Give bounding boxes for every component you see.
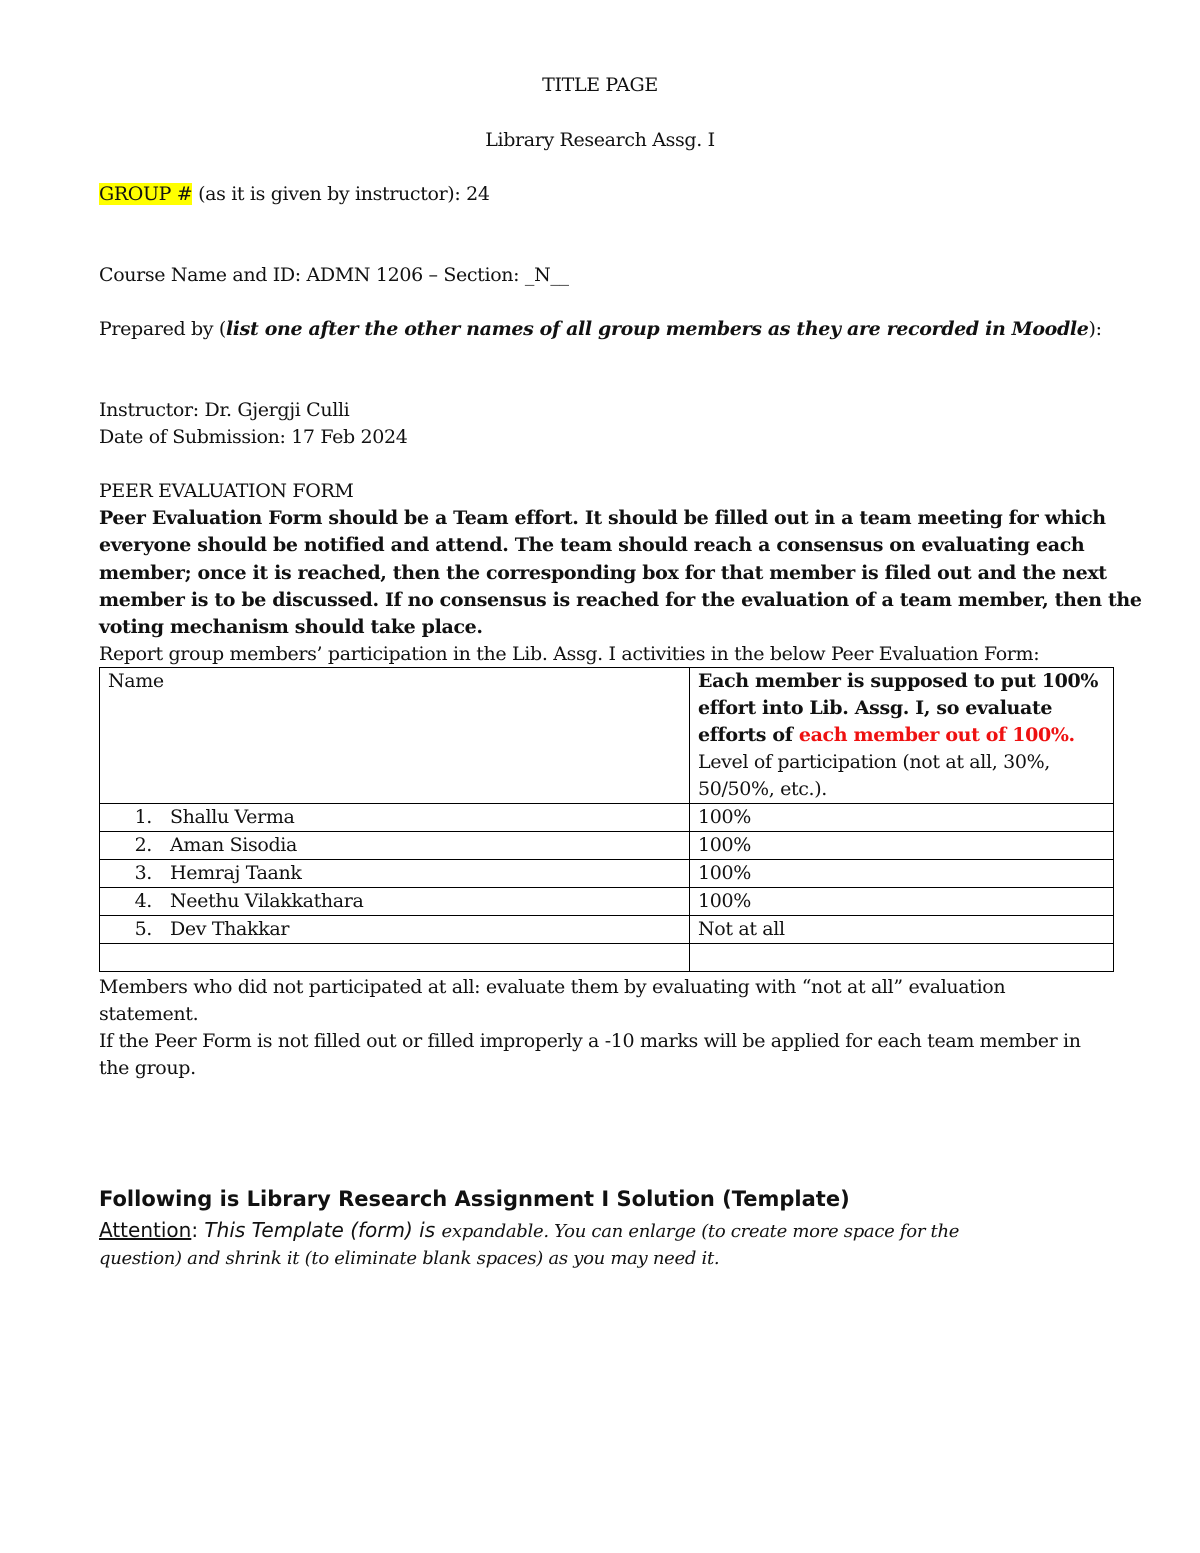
instruction-line-4: member is to be discussed. If no consensus is reached for the evaluation of a team member, then the (99, 589, 1142, 611)
row-number: 4. (134, 890, 152, 912)
empty-name-cell[interactable] (100, 944, 690, 972)
row-number: 5. (134, 918, 152, 940)
participation-cell[interactable]: 100% (690, 804, 1114, 832)
attention-line (99, 1216, 959, 1246)
table-row (100, 860, 1114, 888)
prepared-suffix: ): (1088, 318, 1102, 340)
member-name-cell[interactable] (100, 804, 690, 832)
note-line-3: If the Peer Form is not filled out or filled improperly a -10 marks will be applied for each team member in (99, 1030, 1081, 1052)
header-red-emphasis: each member out of 100%. (798, 724, 1075, 746)
attention-line-2: question) and shrink it (to eliminate blank spaces) as you may need it. (99, 1248, 720, 1269)
course-line: Course Name and ID: ADMN 1206 – Section: _N__ (99, 264, 569, 286)
name-column-header[interactable] (100, 668, 690, 804)
attention-colon: : (191, 1218, 205, 1242)
header-bold-line-3 (698, 722, 1109, 749)
member-name: Neethu Vilakkathara (170, 890, 364, 912)
submission-date-line: Date of Submission: 17 Feb 2024 (99, 426, 408, 448)
participation-cell[interactable]: 100% (690, 860, 1114, 888)
member-name-cell[interactable] (100, 916, 690, 944)
report-line: Report group members’ participation in the Lib. Assg. I activities in the below Peer Evaluation Form: (99, 643, 1040, 665)
member-name-cell[interactable] (100, 832, 690, 860)
participation-cell[interactable]: 100% (690, 888, 1114, 916)
empty-table-row (100, 944, 1114, 972)
empty-participation-cell[interactable] (690, 944, 1114, 972)
table-row (100, 804, 1114, 832)
member-name: Hemraj Taank (170, 862, 302, 884)
prepared-prefix: Prepared by ( (99, 318, 226, 340)
header-plain-line-1: Level of participation (not at all, 30%, (698, 751, 1050, 773)
instruction-line-1: Peer Evaluation Form should be a Team effort. It should be filled out in a team meeting for which (99, 507, 1106, 529)
instructor-line: Instructor: Dr. Gjergji Culli (99, 399, 350, 421)
table-row (100, 832, 1114, 860)
header-bold-text: efforts of (698, 724, 799, 746)
header-bold-line-2: effort into Lib. Assg. I, so evaluate (698, 697, 1053, 719)
attention-rest-text: expandable. You can enlarge (to create more space for the (441, 1221, 960, 1242)
prepared-by-line (99, 316, 1102, 343)
participation-cell[interactable]: 100% (690, 832, 1114, 860)
participation-cell[interactable]: Not at all (690, 916, 1114, 944)
member-name-cell[interactable] (100, 860, 690, 888)
member-name: Aman Sisodia (170, 834, 297, 856)
note-line-2: statement. (99, 1003, 199, 1025)
participation-column-header[interactable] (690, 668, 1114, 804)
prepared-emphasis: list one after the other names of all group members as they are recorded in Moodle (225, 318, 1089, 340)
table-row (100, 888, 1114, 916)
table-header-row (100, 668, 1114, 804)
table-row (100, 916, 1114, 944)
note-line-4: the group. (99, 1057, 196, 1079)
attention-italic-text: This Template (form) is (204, 1218, 442, 1242)
peer-evaluation-table (99, 667, 1114, 972)
group-number-line (99, 181, 490, 208)
member-name-cell[interactable] (100, 888, 690, 916)
header-plain-line-2: 50/50%, etc.). (698, 778, 828, 800)
title-page-heading: TITLE PAGE (542, 74, 658, 96)
row-number: 3. (134, 862, 152, 884)
row-number: 1. (134, 806, 152, 828)
instruction-line-3: member; once it is reached, then the corresponding box for that member is filed out and the next (99, 562, 1107, 584)
peer-form-heading: PEER EVALUATION FORM (99, 480, 354, 502)
member-name: Dev Thakkar (170, 918, 290, 940)
attention-label: Attention (99, 1218, 192, 1242)
group-value: (as it is given by instructor): 24 (192, 183, 490, 205)
assignment-subtitle: Library Research Assg. I (485, 129, 715, 151)
member-name: Shallu Verma (170, 806, 295, 828)
instruction-line-2: everyone should be notified and attend. The team should reach a consensus on evaluating each (99, 534, 1085, 556)
name-header-label: Name (108, 670, 164, 692)
template-section-title: Following is Library Research Assignment I Solution (Template) (99, 1187, 850, 1211)
row-number: 2. (134, 834, 152, 856)
note-line-1: Members who did not participated at all: evaluate them by evaluating with “not at all” evaluation (99, 976, 1006, 998)
instruction-line-5: voting mechanism should take place. (99, 616, 483, 638)
header-bold-line-1: Each member is supposed to put 100% (698, 670, 1099, 692)
group-label: GROUP # (99, 183, 193, 205)
